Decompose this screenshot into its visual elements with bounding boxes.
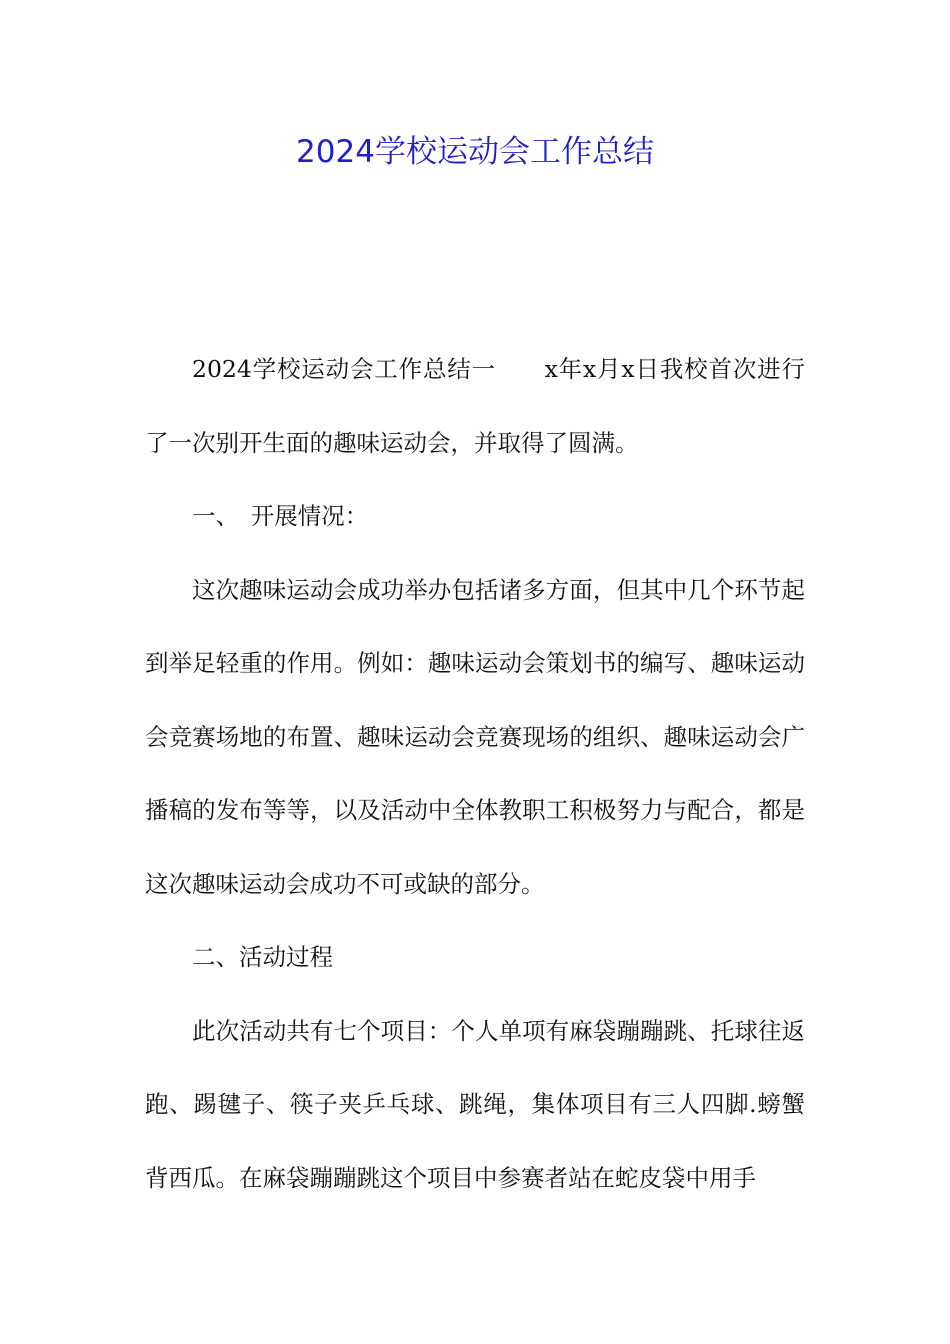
document-title: 2024学校运动会工作总结	[296, 134, 654, 170]
paragraph-section-2: 此次活动共有七个项目：个人单项有麻袋蹦蹦跳、托球往返跑、踢毽子、筷子夹乒乓球、跳绳，集体项目有三人四脚.螃蟹背西瓜。在麻袋蹦蹦跳这个项目中参赛者站在蛇皮袋中用手	[145, 1016, 805, 1192]
document-body	[145, 333, 805, 1215]
paragraph-section-1: 这次趣味运动会成功举办包括诸多方面，但其中几个环节起到举足轻重的作用。例如：趣味运动会策划书的编写、趣味运动会竞赛场地的布置、趣味运动会竞赛现场的组织、趣味运动会广播稿的发布等等，以及活动中全体教职工积极努力与配合，都是这次趣味运动会成功不可或缺的部分。	[145, 575, 805, 898]
section-heading-1: 一、 开展情况：	[192, 502, 369, 530]
section-heading-2: 二、活动过程	[192, 943, 333, 971]
paragraph-intro: 2024学校运动会工作总结一 x年x月x日我校首次进行了一次别开生面的趣味运动会，并取得了圆满。	[145, 355, 805, 457]
